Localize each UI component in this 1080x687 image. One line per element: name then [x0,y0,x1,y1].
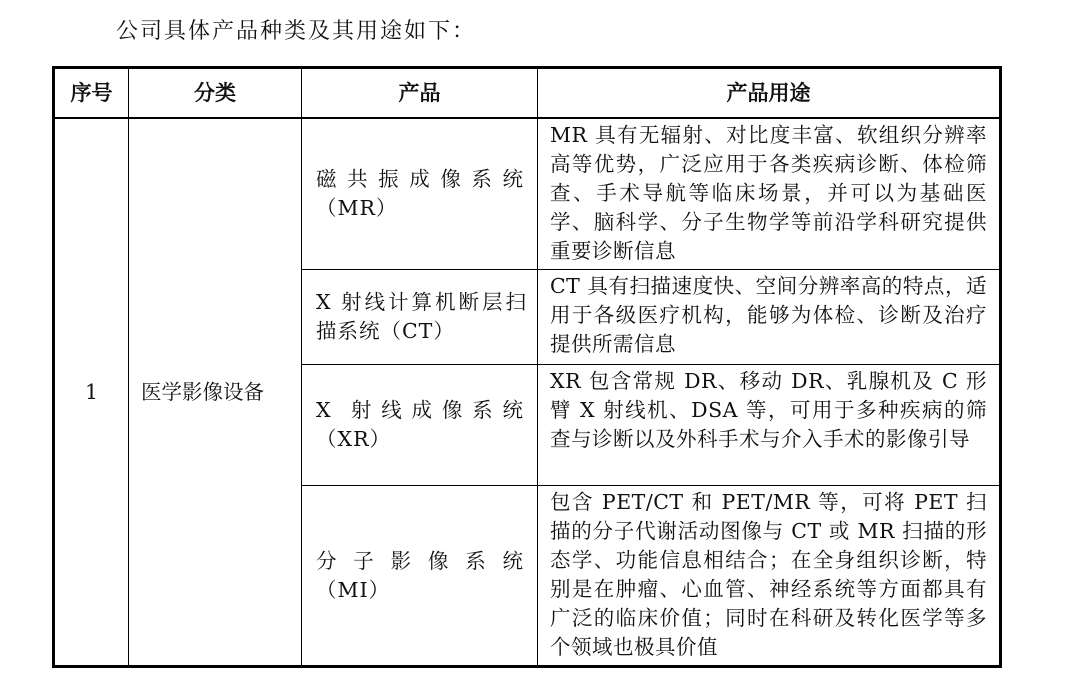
table-row [54,118,1001,269]
usage-cell: XR 包含常规 DR、移动 DR、乳腺机及 C 形臂 X 射线机、DSA 等，可用于多种疾病的筛查与诊断以及外科手术与介入手术的影像引导 [538,364,1001,485]
product-cell [302,486,538,667]
product-cell [302,269,538,364]
row-index: 1 [54,118,129,667]
usage-cell: 包含 PET/CT 和 PET/MR 等，可将 PET 扫描的分子代谢活动图像与 CT 或 MR 扫描的形态学、功能信息相结合；在全身组织诊断，特别是在肿瘤、心血管、神经系统等方面都具有广泛的临床价值；同时在科研及转化医学等多个领域也极具价值 [538,486,1001,667]
product-abbr: （MI） [316,577,391,602]
header-category: 分类 [129,68,302,119]
category-cell: 医学影像设备 [129,118,302,667]
product-cell [302,118,538,269]
product-name: X 射线成像系统 [316,398,527,423]
header-index: 序号 [54,68,129,119]
usage-cell: CT 具有扫描速度快、空间分辨率高的特点，适用于各级医疗机构，能够为体检、诊断及治疗提供所需信息 [538,269,1001,364]
product-name: 分子影像系统 [316,548,527,573]
intro-text: 公司具体产品种类及其用途如下： [116,19,477,44]
product-abbr: （MR） [316,195,398,220]
product-table [52,66,1002,668]
product-cell [302,364,538,485]
product-name: X 射线计算机断层扫描系统（CT） [316,289,527,343]
table-header-row [54,68,1001,119]
header-product: 产品 [302,68,538,119]
header-usage: 产品用途 [538,68,1001,119]
product-name: 磁共振成像系统 [316,166,527,191]
product-abbr: （XR） [316,427,392,452]
usage-cell: MR 具有无辐射、对比度丰富、软组织分辨率高等优势，广泛应用于各类疾病诊断、体检筛查、手术导航等临床场景，并可以为基础医学、脑科学、分子生物学等前沿学科研究提供重要诊断信息 [538,118,1001,269]
